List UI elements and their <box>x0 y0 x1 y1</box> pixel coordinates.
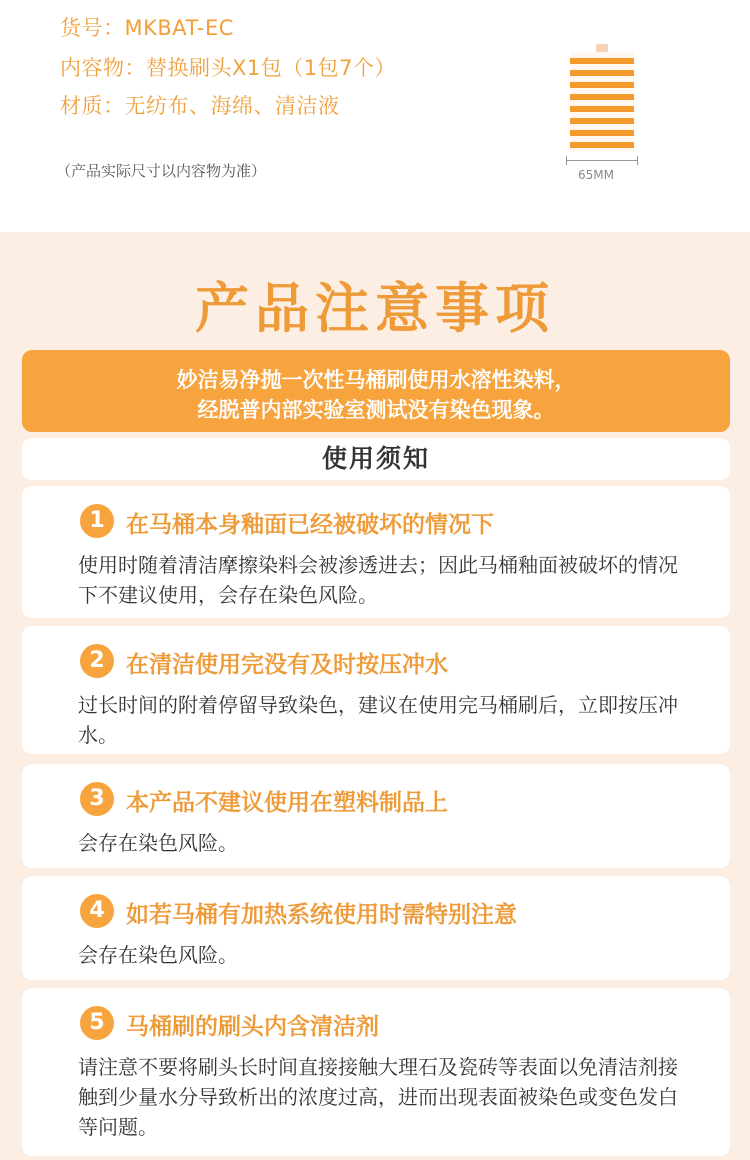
notice-title: 如若马桶有加热系统使用时需特别注意 <box>126 902 517 928</box>
number-badge: 1 <box>80 504 114 538</box>
banner-line-1: 妙洁易净抛一次性马桶刷使用水溶性染料， <box>176 368 576 392</box>
stack-cap <box>596 44 608 52</box>
number-badge: 2 <box>80 644 114 678</box>
size-note: （产品实际尺寸以内容物为准） <box>56 162 267 180</box>
notice-card-4 <box>22 876 730 980</box>
notice-card-1 <box>22 486 730 618</box>
notice-card-2 <box>22 626 730 754</box>
dye-notice-banner <box>22 350 730 432</box>
dimension-label: 65MM <box>578 168 614 182</box>
sku-text: 货号：MKBAT-EC <box>60 16 234 40</box>
product-spec-section <box>0 0 750 232</box>
material-text: 材质：无纺布、海绵、清洁液 <box>60 94 340 118</box>
notice-body: 会存在染色风险。 <box>78 943 238 967</box>
page-title: 产品注意事项 <box>195 277 555 340</box>
notice-card-3 <box>22 764 730 868</box>
notice-body: 使用时随着清洁摩擦染料会被渗透进去；因此马桶釉面被破坏的情况下不建议使用，会存在染色风险。 <box>78 553 678 607</box>
notice-card-5 <box>22 988 730 1156</box>
brush-head-stack-image <box>566 44 638 154</box>
number-badge: 4 <box>80 894 114 928</box>
dimension-line <box>566 156 638 166</box>
banner-line-2: 经脱普内部实验室测试没有染色现象。 <box>197 398 555 422</box>
notice-title: 在清洁使用完没有及时按压冲水 <box>126 652 448 678</box>
number-badge: 5 <box>80 1006 114 1040</box>
notice-title: 马桶刷的刷头内含清洁剂 <box>126 1014 379 1040</box>
notice-title: 本产品不建议使用在塑料制品上 <box>126 790 448 816</box>
notice-title: 在马桶本身釉面已经被破坏的情况下 <box>126 512 494 538</box>
notice-body: 会存在染色风险。 <box>78 831 238 855</box>
notice-body: 请注意不要将刷头长时间直接接触大理石及瓷砖等表面以免清洁剂接触到少量水分导致析出的浓度过高，进而出现表面被染色或变色发白等问题。 <box>78 1055 678 1139</box>
usage-notice-heading: 使用须知 <box>22 438 730 480</box>
brush-heads-illustration <box>570 52 634 152</box>
contents-text: 内容物：替换刷头X1包（1包7个） <box>60 56 396 80</box>
notice-body: 过长时间的附着停留导致染色，建议在使用完马桶刷后，立即按压冲水。 <box>78 693 678 747</box>
number-badge: 3 <box>80 782 114 816</box>
